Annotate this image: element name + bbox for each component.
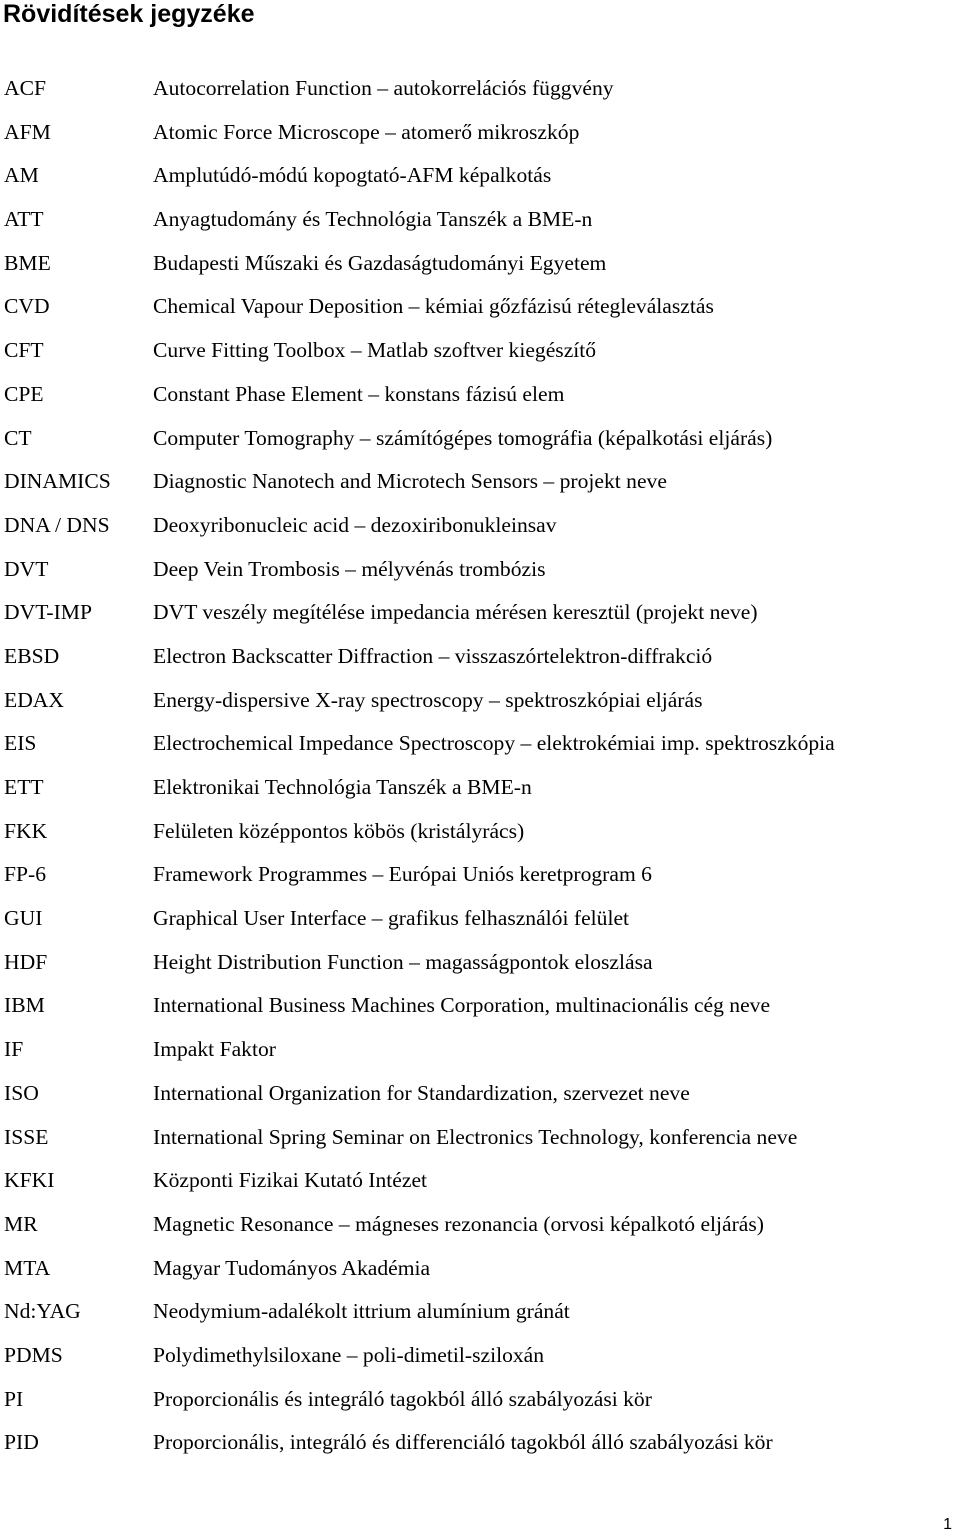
abbreviation-term: DINAMICS (4, 469, 111, 494)
abbreviation-definition: Height Distribution Function – magasságpontok eloszlása (153, 949, 653, 974)
abbreviation-row (0, 766, 960, 810)
abbreviation-definition: International Business Machines Corporation, multinacionális cég neve (153, 993, 771, 1018)
abbreviation-term: PDMS (4, 1342, 63, 1367)
abbreviation-row (0, 1247, 960, 1291)
abbreviation-term: MTA (4, 1255, 51, 1280)
abbreviation-term: MR (4, 1211, 38, 1236)
abbreviation-definition: Központi Fizikai Kutató Intézet (153, 1168, 428, 1193)
abbreviation-row (0, 1072, 960, 1116)
abbreviation-definition: Chemical Vapour Deposition – kémiai gőzfázisú rétegleválasztás (153, 294, 714, 319)
abbreviation-definition: Diagnostic Nanotech and Microtech Sensors – projekt neve (153, 469, 667, 494)
abbreviation-definition: Constant Phase Element – konstans fázisú elem (153, 381, 565, 406)
abbreviation-row (0, 810, 960, 854)
abbreviation-definition: Elektronikai Technológia Tanszék a BME-n (153, 775, 532, 799)
abbreviation-definition: Anyagtudomány és Technológia Tanszék a BME-n (153, 207, 593, 232)
abbreviation-definition: Felületen középpontos köbös (kristályrács) (153, 818, 525, 843)
abbreviation-row (0, 548, 960, 592)
abbreviation-term: AFM (4, 119, 51, 144)
abbreviation-row (0, 417, 960, 461)
abbreviation-row (0, 679, 960, 723)
abbreviation-row (0, 460, 960, 504)
abbreviation-term: PID (4, 1430, 39, 1455)
abbreviation-row (0, 67, 960, 111)
abbreviation-term: ACF (4, 76, 47, 100)
abbreviation-list (0, 67, 960, 1465)
abbreviation-definition: Proporcionális, integráló és differenciáló tagokból álló szabályozási kör (153, 1430, 773, 1455)
abbreviation-definition: Impakt Faktor (153, 1037, 276, 1062)
page-number: 1 (943, 1516, 952, 1533)
abbreviation-row (0, 154, 960, 198)
abbreviation-definition: International Spring Seminar on Electronics Technology, konferencia neve (153, 1124, 798, 1149)
abbreviation-term: ISSE (4, 1124, 49, 1149)
abbreviation-row (0, 635, 960, 679)
abbreviation-definition: Amplutúdó-módú kopogtató-AFM képalkotás (153, 163, 552, 188)
abbreviation-term: CT (4, 425, 32, 450)
abbreviation-row (0, 111, 960, 155)
abbreviation-term: Nd:YAG (4, 1299, 81, 1324)
abbreviation-term: HDF (4, 949, 48, 974)
abbreviation-term: GUI (4, 906, 43, 931)
abbreviation-term: EIS (4, 731, 37, 756)
abbreviation-term: CPE (4, 381, 44, 406)
abbreviation-row (0, 504, 960, 548)
abbreviation-definition: Curve Fitting Toolbox – Matlab szoftver kiegészítő (153, 338, 597, 363)
abbreviation-row (0, 1334, 960, 1378)
abbreviation-term: CVD (4, 294, 50, 319)
abbreviation-definition: Proporcionális és integráló tagokból álló szabályozási kör (153, 1386, 652, 1411)
abbreviation-row (0, 1116, 960, 1160)
abbreviation-definition: Magyar Tudományos Akadémia (153, 1255, 431, 1280)
abbreviation-row (0, 373, 960, 417)
abbreviation-definition: Computer Tomography – számítógépes tomográfia (képalkotási eljárás) (153, 425, 773, 450)
abbreviation-term: IBM (4, 993, 45, 1018)
abbreviation-term: KFKI (4, 1168, 55, 1193)
abbreviation-row (0, 1203, 960, 1247)
abbreviation-definition: Atomic Force Microscope – atomerő mikroszkóp (153, 119, 580, 144)
abbreviation-term: FKK (4, 818, 48, 843)
abbreviation-term: CFT (4, 338, 44, 363)
abbreviation-term: EDAX (4, 687, 64, 712)
abbreviation-row (0, 1028, 960, 1072)
abbreviation-row (0, 1290, 960, 1334)
abbreviation-definition: Graphical User Interface – grafikus felhasználói felület (153, 906, 630, 931)
abbreviation-term: BME (4, 250, 51, 275)
abbreviation-definition: Deep Vein Trombosis – mélyvénás trombózis (153, 556, 546, 581)
abbreviation-definition: Energy-dispersive X-ray spectroscopy – spektroszkópiai eljárás (153, 687, 703, 712)
abbreviation-row (0, 722, 960, 766)
abbreviation-row (0, 1421, 960, 1465)
page-title: Rövidítések jegyzéke (3, 0, 255, 28)
abbreviation-definition: Framework Programmes – Európai Uniós keretprogram 6 (153, 862, 652, 887)
abbreviation-definition: DVT veszély megítélése impedancia mérésen keresztül (projekt neve) (153, 600, 758, 625)
abbreviation-definition: International Organization for Standardization, szervezet neve (153, 1080, 690, 1105)
abbreviation-term: FP-6 (4, 862, 47, 887)
abbreviation-term: ATT (4, 207, 44, 232)
abbreviation-row (0, 198, 960, 242)
abbreviation-row (0, 591, 960, 635)
abbreviation-definition: Polydimethylsiloxane – poli-dimetil-sziloxán (153, 1342, 545, 1367)
abbreviation-term: EBSD (4, 643, 60, 668)
abbreviation-term: AM (4, 163, 39, 188)
abbreviation-row (0, 1378, 960, 1422)
abbreviation-term: DNA / DNS (4, 512, 110, 537)
abbreviation-row (0, 285, 960, 329)
abbreviation-definition: Electrochemical Impedance Spectroscopy – elektrokémiai imp. spektroszkópia (153, 731, 835, 756)
abbreviation-definition: Electron Backscatter Diffraction – visszaszórtelektron-diffrakció (153, 643, 713, 668)
abbreviation-row (0, 897, 960, 941)
abbreviation-definition: Autocorrelation Function – autokorrelációs függvény (153, 76, 614, 100)
abbreviation-definition: Budapesti Műszaki és Gazdaságtudományi Egyetem (153, 250, 607, 275)
abbreviation-definition: Deoxyribonucleic acid – dezoxiribonukleinsav (153, 512, 557, 537)
abbreviation-row (0, 984, 960, 1028)
abbreviation-row (0, 242, 960, 286)
abbreviation-definition: Magnetic Resonance – mágneses rezonancia (orvosi képalkotó eljárás) (153, 1211, 764, 1236)
abbreviation-term: DVT-IMP (4, 600, 92, 625)
abbreviation-definition: Neodymium-adalékolt ittrium alumínium gránát (153, 1299, 570, 1324)
abbreviation-term: IF (4, 1037, 24, 1062)
abbreviation-term: ETT (4, 775, 44, 799)
abbreviation-term: ISO (4, 1080, 39, 1105)
abbreviation-term: DVT (4, 556, 49, 581)
abbreviation-term: PI (4, 1386, 24, 1411)
abbreviation-row (0, 941, 960, 985)
abbreviation-row (0, 1159, 960, 1203)
abbreviation-row (0, 853, 960, 897)
abbreviation-row (0, 329, 960, 373)
